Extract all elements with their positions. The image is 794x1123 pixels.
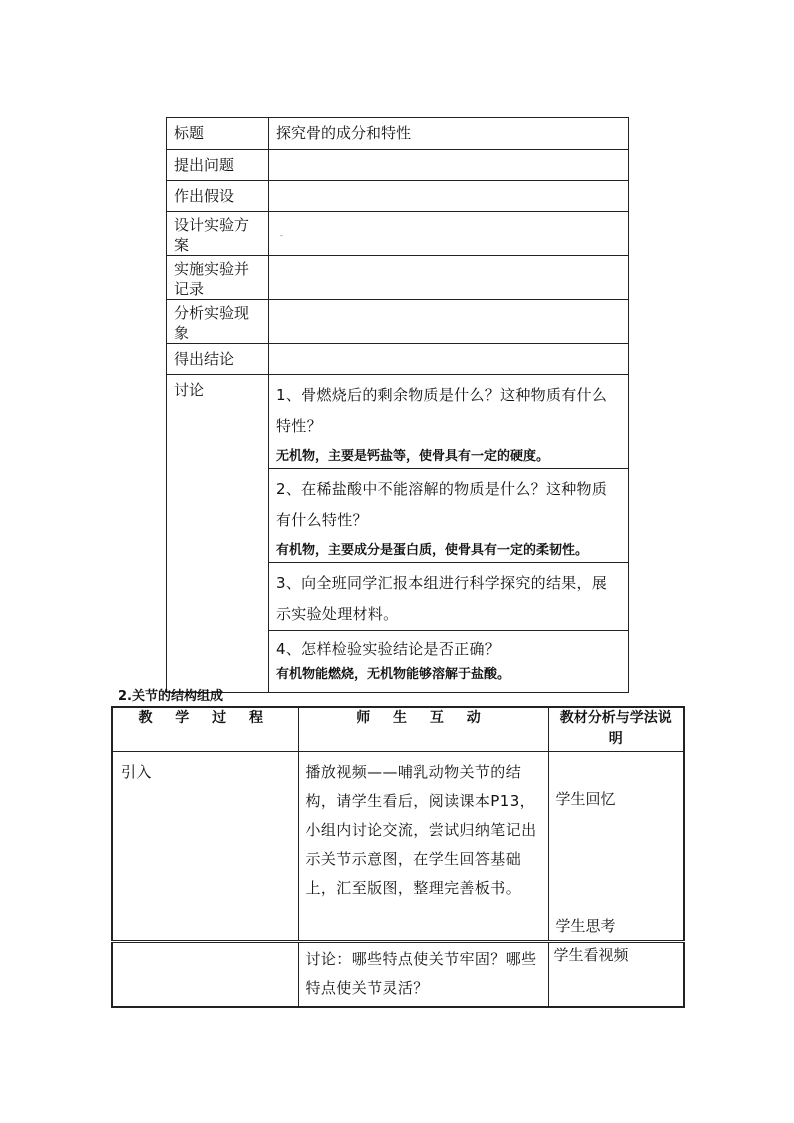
table-row: [112, 751, 684, 941]
discussion-item: [269, 563, 629, 631]
process-cell: [112, 751, 298, 941]
analysis-text: 学生看视频: [553, 945, 629, 964]
discussion-item: [269, 631, 629, 693]
interaction-text: 讨论：哪些特点使关节牢固？哪些特点使关节灵活？: [305, 949, 537, 997]
row-value: [269, 300, 629, 344]
discussion-question: 4、怎样检验实验结论是否正确？: [276, 640, 501, 658]
analysis-text: 学生回忆: [555, 789, 616, 808]
row-value: [269, 181, 629, 212]
process-cell: [112, 941, 298, 1007]
header-interaction: 师 生 互 动: [298, 707, 548, 751]
discussion-answer: 无机物，主要是钙盐等，使骨具有一定的硬度。: [276, 449, 550, 464]
process-text: [113, 943, 298, 949]
discussion-label: 讨论: [167, 375, 269, 693]
process-text: 引入: [121, 762, 152, 781]
row-label: 作出假设: [167, 181, 269, 212]
table-header-row: [112, 707, 684, 751]
section-heading: 2.关节的结构组成: [118, 689, 223, 704]
discussion-question: 3、向全班同学汇报本组进行科学探究的结果，展示实验处理材料。: [276, 574, 608, 623]
inquiry-table: [166, 117, 629, 693]
discussion-item: [269, 375, 629, 469]
discussion-question: 2、在稀盐酸中不能溶解的物质是什么？这种物质有什么特性？: [276, 480, 608, 529]
table-row: [167, 181, 629, 212]
discussion-question: 1、骨燃烧后的剩余物质是什么？这种物质有什么特性？: [276, 386, 608, 435]
discussion-answer: 有机物，主要成分是蛋白质，使骨具有一定的柔韧性。: [276, 543, 589, 558]
interaction-cell: [298, 751, 548, 941]
analysis-cell: [548, 941, 684, 1007]
discussion-item: [269, 469, 629, 563]
table-row: [167, 300, 629, 344]
teaching-process-table: [111, 706, 685, 1008]
table-row: [167, 150, 629, 181]
row-value: [269, 150, 629, 181]
row-label: 得出结论: [167, 344, 269, 375]
header-process: 教 学 过 程: [112, 707, 298, 751]
discussion-answer: 有机物能燃烧，无机物能够溶解于盐酸。: [276, 667, 511, 682]
row-label: 提出问题: [167, 150, 269, 181]
row-label: 设计实验方案: [167, 212, 269, 256]
row-label: 实施实验并记录: [167, 256, 269, 300]
row-value: 探究骨的成分和特性: [269, 118, 629, 150]
stray-mark: -: [280, 231, 283, 240]
row-value: [269, 212, 629, 256]
table-row: [167, 118, 629, 150]
table-row: [112, 941, 684, 1007]
analysis-text: 学生思考: [555, 916, 616, 935]
row-value: [269, 344, 629, 375]
interaction-text: 播放视频——哺乳动物关节的结构，请学生看后，阅读课本P13，小组内讨论交流，尝试归纳笔记出示关节示意图，在学生回答基础上，汇至版图，整理完善板书。: [305, 762, 537, 897]
analysis-cell: [548, 751, 684, 941]
table-row: [167, 212, 629, 256]
table-row: [167, 344, 629, 375]
row-label: 标题: [167, 118, 269, 150]
interaction-cell: [298, 941, 548, 1007]
header-analysis: 教材分析与学法说明: [548, 707, 684, 751]
row-label: 分析实验现象: [167, 300, 269, 344]
row-value: [269, 256, 629, 300]
discussion-row: [167, 375, 629, 469]
table-row: [167, 256, 629, 300]
